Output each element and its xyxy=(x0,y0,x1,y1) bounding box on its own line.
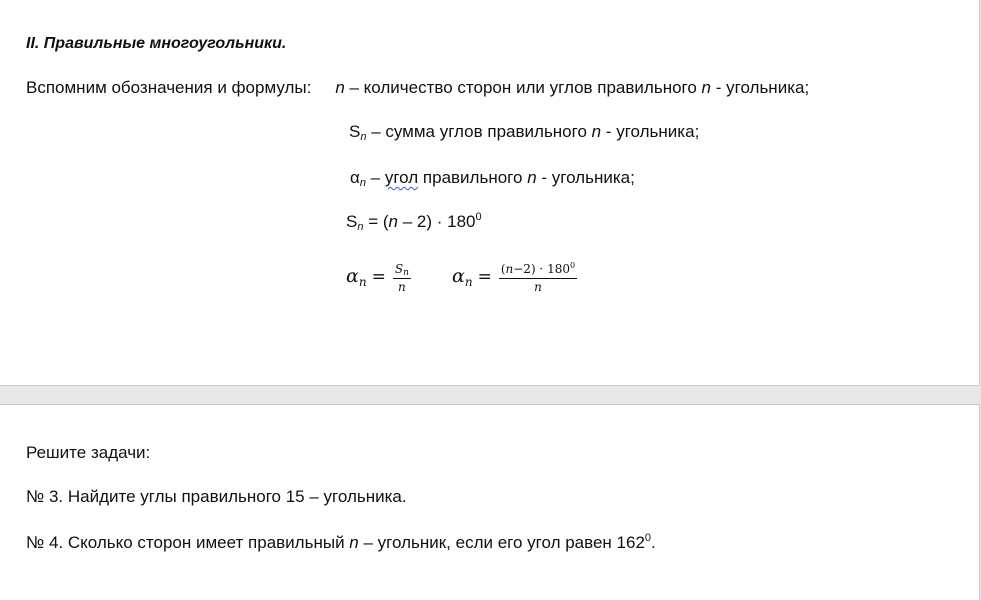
sum-desc-n: n xyxy=(591,122,602,141)
n-symbol: n xyxy=(335,78,345,97)
sum-formula-sub: n xyxy=(357,221,364,233)
sum-formula-degree: 0 xyxy=(475,211,482,223)
sum-definition xyxy=(349,122,699,144)
sum-desc-b: - угольника; xyxy=(601,122,700,141)
n-description-n: n xyxy=(701,78,712,97)
sum-formula xyxy=(346,212,482,234)
task4-text-a: № 4. Сколько сторон имеет правильный xyxy=(26,533,350,552)
sum-desc-a: – сумма углов правильного xyxy=(366,122,592,141)
intro-lead: Вспомним обозначения и формулы: xyxy=(26,78,312,97)
intro-line xyxy=(26,78,809,98)
alpha-formula-1 xyxy=(346,258,413,296)
n-description-b: - угольника; xyxy=(711,78,810,97)
angle-definition xyxy=(350,168,635,190)
alpha2-symbol: α xyxy=(452,265,465,287)
angle-desc-b: - угольника; xyxy=(536,168,635,187)
n-description-a: – количество сторон или углов правильного xyxy=(344,78,702,97)
sum-symbol-sub: n xyxy=(360,131,367,143)
angle-word-spellcheck: угол xyxy=(384,168,419,187)
sum-formula-rest: – 2) · 180 xyxy=(397,212,476,231)
sum-formula-eq: = ( xyxy=(363,212,389,231)
alpha-symbol-sub: n xyxy=(359,177,366,189)
task-4 xyxy=(26,533,656,555)
angle-desc-n: n xyxy=(527,168,537,187)
alpha2-denominator: n xyxy=(534,279,542,294)
angle-desc-a: правильного xyxy=(418,168,528,187)
alpha2-num-open: ( xyxy=(500,261,506,276)
angle-dash: – xyxy=(365,168,385,187)
task-3: № 3. Найдите углы правильного 15 – угольника. xyxy=(26,487,407,506)
sum-formula-n: n xyxy=(388,212,398,231)
task4-degree: 0 xyxy=(644,532,652,544)
alpha2-num-n: n xyxy=(505,261,514,276)
alpha-formula-2 xyxy=(452,258,579,296)
alpha2-numerator xyxy=(499,262,577,279)
alpha-symbol: α xyxy=(350,168,360,187)
alpha1-fraction xyxy=(393,262,411,294)
alpha1-num-s: S xyxy=(394,261,404,276)
alpha2-fraction xyxy=(499,262,577,294)
document-page-bottom xyxy=(0,404,980,600)
tasks-title: Решите задачи: xyxy=(26,443,151,462)
alpha1-symbol: α xyxy=(346,265,359,287)
task4-end: . xyxy=(651,533,656,552)
task4-n: n xyxy=(349,533,359,552)
task4-text-b: – угольник, если его угол равен 162 xyxy=(358,533,645,552)
section-heading: II. Правильные многоугольники. xyxy=(26,35,287,52)
alpha1-num-sub: n xyxy=(403,267,409,278)
alpha2-equals: = xyxy=(477,267,492,287)
alpha1-numerator xyxy=(393,262,411,279)
alpha1-equals: = xyxy=(371,267,386,287)
alpha1-sub: n xyxy=(358,275,367,289)
alpha2-sub: n xyxy=(464,275,473,289)
sum-formula-s: S xyxy=(346,212,358,231)
sum-symbol: S xyxy=(349,122,361,141)
alpha2-num-rest: −2) · 180 xyxy=(513,261,570,276)
alpha2-num-degree: 0 xyxy=(569,260,576,270)
alpha1-denominator: n xyxy=(397,279,406,294)
